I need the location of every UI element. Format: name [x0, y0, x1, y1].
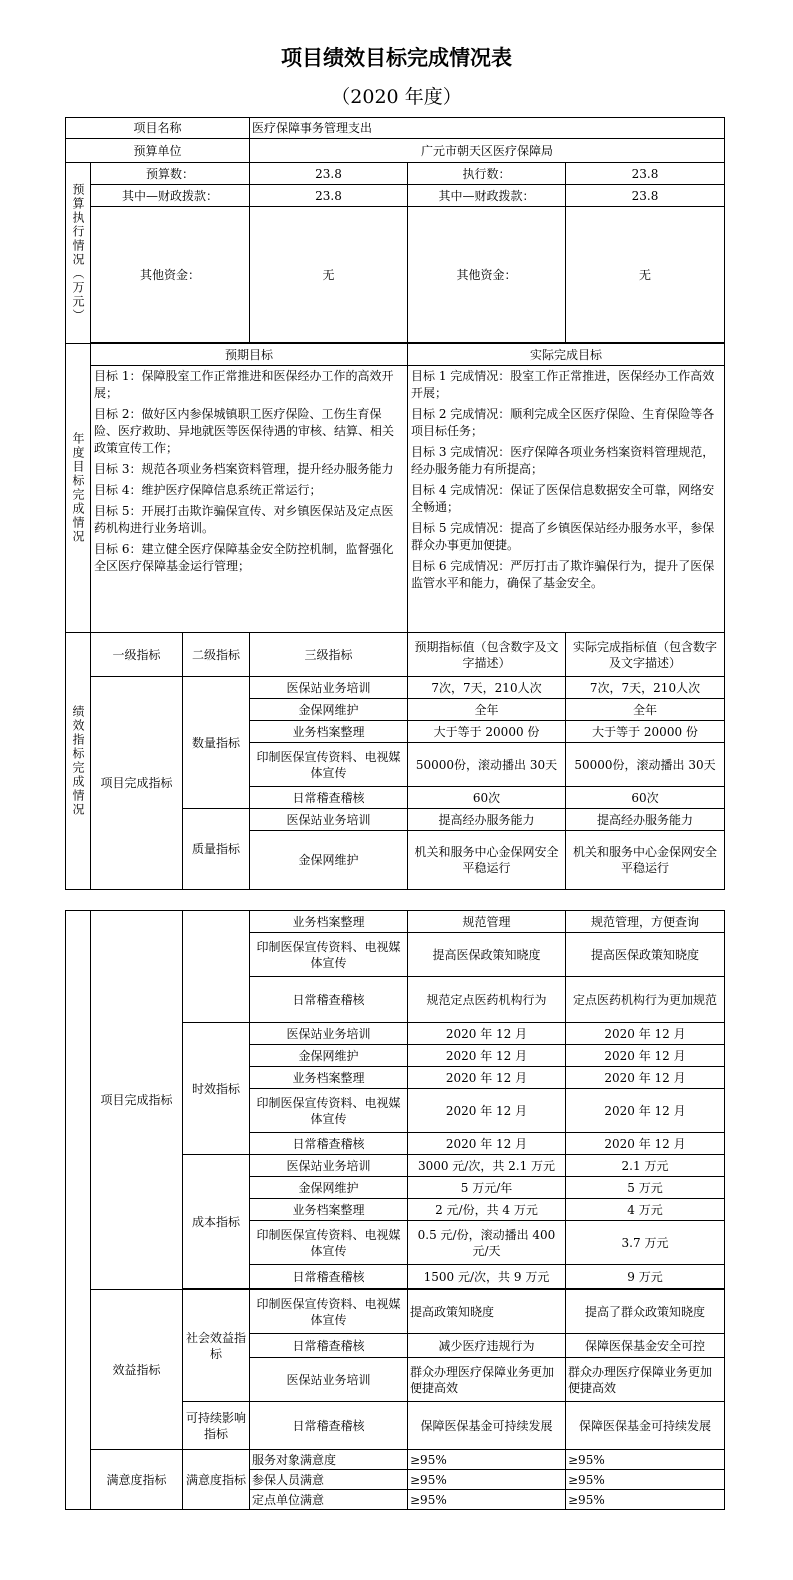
actual-value: 2020 年 12 月: [566, 1045, 725, 1067]
indicator-name: 医保站业务培训: [250, 1155, 408, 1177]
actual-value: 3.7 万元: [566, 1221, 725, 1265]
planned-value: 2020 年 12 月: [408, 1045, 566, 1067]
actual-goal-5: 目标 5 完成情况：提高了乡镇医保站经办服务水平，参保群众办事更加便捷。: [411, 521, 715, 552]
indicator-name: 日常稽查稽核: [250, 787, 408, 809]
planned-value: 减少医疗违规行为: [408, 1334, 566, 1358]
other-funds-value: 无: [250, 207, 408, 343]
planned-value: 2020 年 12 月: [408, 1089, 566, 1133]
fiscal-row: [66, 185, 725, 207]
planned-value: 2020 年 12 月: [408, 1067, 566, 1089]
indicator-name: 金保网维护: [250, 1177, 408, 1199]
budget-unit-value: 广元市朝天区医疗保障局: [250, 139, 725, 163]
indicator-name: 日常稽查稽核: [250, 977, 408, 1023]
planned-value: 大于等于 20000 份: [408, 721, 566, 743]
social-indicator-label: 社会效益指标: [183, 1290, 250, 1402]
planned-goal-3: 目标 3：规范各项业务档案资料管理，提升经办服务能力: [94, 462, 394, 476]
indicator-name: 定点单位满意: [250, 1490, 408, 1510]
actual-value: 群众办理医疗保障业务更加便捷高效: [566, 1358, 725, 1402]
actual-value: 保障医保基金可持续发展: [566, 1402, 725, 1450]
actual-value: 60次: [566, 787, 725, 809]
actual-value: ≥95%: [566, 1470, 725, 1490]
annual-section-text: 年度目标完成情况: [71, 432, 85, 544]
actual-value: ≥95%: [566, 1450, 725, 1470]
benefit-indicator-label: 效益指标: [91, 1290, 183, 1450]
planned-value: 1500 元/次，共 9 万元: [408, 1265, 566, 1289]
executed-label: 执行数：: [408, 163, 566, 185]
indicator-name: 印制医保宣传资料、电视媒体宣传: [250, 1290, 408, 1334]
actual-value: 2020 年 12 月: [566, 1089, 725, 1133]
budget-unit-label: 预算单位: [66, 139, 250, 163]
planned-goal-4: 目标 4：维护医疗保障信息系统正常运行；: [94, 483, 322, 497]
table-row: [66, 1450, 725, 1470]
planned-goal-2: 目标 2：做好区内参保城镇职工医疗保险、工伤生育保险、医疗救助、异地就医等医保待遇的审核、结算、相关政策宣传工作；: [94, 407, 395, 455]
actual-value: 50000份，滚动播出 30天: [566, 743, 725, 787]
performance-table-part-2: [65, 910, 725, 1510]
planned-value: 0.5 元/份，滚动播出 400 元/天: [408, 1221, 566, 1265]
actual-goal-2: 目标 2 完成情况：顺利完成全区医疗保险、生育保险等各项目标任务；: [411, 407, 715, 438]
budget-unit-row: [66, 139, 725, 163]
planned-value: ≥95%: [408, 1450, 566, 1470]
planned-value: 规范定点医药机构行为: [408, 977, 566, 1023]
annual-header-row: [66, 344, 725, 366]
indicator-name: 金保网维护: [250, 1045, 408, 1067]
level3-header: 三级指标: [250, 633, 408, 677]
perf-section-cont: [66, 911, 91, 1510]
indicator-name: 服务对象满意度: [250, 1450, 408, 1470]
indicator-name: 印制医保宣传资料、电视媒体宣传: [250, 1089, 408, 1133]
indicator-name: 业务档案整理: [250, 721, 408, 743]
actual-value: 保障医保基金安全可控: [566, 1334, 725, 1358]
actual-value: 规范管理，方便查询: [566, 911, 725, 933]
annual-goals-row: [66, 366, 725, 633]
actual-value: 2.1 万元: [566, 1155, 725, 1177]
planned-value: 全年: [408, 699, 566, 721]
planned-goal-6: 目标 6：建立健全医疗保障基金安全防控机制，监督强化全区医疗保障基金运行管理；: [94, 542, 394, 573]
actual-value: 大于等于 20000 份: [566, 721, 725, 743]
planned-value: ≥95%: [408, 1470, 566, 1490]
actual-value: 定点医药机构行为更加规范: [566, 977, 725, 1023]
indicator-name: 业务档案整理: [250, 1067, 408, 1089]
indicator-name: 医保站业务培训: [250, 1358, 408, 1402]
indicator-name: 参保人员满意: [250, 1470, 408, 1490]
perf-section-label: [66, 633, 91, 890]
planned-value: 提高政策知晓度: [408, 1290, 566, 1334]
table-row: [66, 911, 725, 933]
satisfaction-indicator-label: 满意度指标: [91, 1450, 183, 1510]
actual-value: 2020 年 12 月: [566, 1023, 725, 1045]
planned-value: 提高经办服务能力: [408, 809, 566, 831]
budget-section-label: [66, 163, 91, 344]
planned-value: 3000 元/次，共 2.1 万元: [408, 1155, 566, 1177]
actual-value: ≥95%: [566, 1490, 725, 1510]
budget-value: 23.8: [250, 163, 408, 185]
fiscal-value-2: 23.8: [566, 185, 725, 207]
actual-goals: [408, 366, 725, 633]
planned-goals-header: 预期目标: [91, 344, 408, 366]
page-subtitle: （2020 年度）: [331, 86, 462, 108]
planned-value: 群众办理医疗保障业务更加便捷高效: [408, 1358, 566, 1402]
actual-value: 9 万元: [566, 1265, 725, 1289]
project-name-value: 医疗保障事务管理支出: [250, 118, 725, 139]
annual-section-label: [66, 344, 91, 633]
other-funds-label-2: 其他资金：: [408, 207, 566, 343]
actual-value: 全年: [566, 699, 725, 721]
fiscal-label-2: 其中—财政拨款：: [408, 185, 566, 207]
planned-value: 2020 年 12 月: [408, 1023, 566, 1045]
project-indicator-label-2: 项目完成指标: [91, 911, 183, 1290]
planned-value: 保障医保基金可持续发展: [408, 1402, 566, 1450]
budget-row: [66, 163, 725, 185]
planned-goal-5: 目标 5：开展打击欺诈骗保宣传、对乡镇医保站及定点医药机构进行业务培训。: [94, 504, 394, 535]
indicator-name: 业务档案整理: [250, 911, 408, 933]
actual-value: 2020 年 12 月: [566, 1067, 725, 1089]
quantity-indicator-label: 数量指标: [183, 677, 250, 809]
cost-indicator-label: 成本指标: [183, 1155, 250, 1289]
actual-value: 4 万元: [566, 1199, 725, 1221]
indicator-name: 印制医保宣传资料、电视媒体宣传: [250, 933, 408, 977]
planned-value: 50000份，滚动播出 30天: [408, 743, 566, 787]
planned-value: 2020 年 12 月: [408, 1133, 566, 1155]
indicator-name: 业务档案整理: [250, 1199, 408, 1221]
actual-value-header: 实际完成指标值（包含数字及文字描述）: [566, 633, 725, 677]
indicator-name: 日常稽查稽核: [250, 1265, 408, 1289]
indicator-name: 日常稽查稽核: [250, 1334, 408, 1358]
indicator-name: 印制医保宣传资料、电视媒体宣传: [250, 743, 408, 787]
actual-value: 7次，7天，210人次: [566, 677, 725, 699]
performance-table-part-1: [65, 117, 725, 890]
quality-indicator-cont: [183, 911, 250, 1023]
table-row: [66, 1290, 725, 1334]
planned-value: 机关和服务中心金保网安全平稳运行: [408, 831, 566, 890]
actual-goal-3: 目标 3 完成情况：医疗保障各项业务档案资料管理规范，经办服务能力有所提高；: [411, 445, 715, 476]
planned-value: ≥95%: [408, 1490, 566, 1510]
satisfaction-sub-label: 满意度指标: [183, 1450, 250, 1510]
planned-value: 2 元/份，共 4 万元: [408, 1199, 566, 1221]
planned-value: 7次，7天，210人次: [408, 677, 566, 699]
indicator-name: 印制医保宣传资料、电视媒体宣传: [250, 1221, 408, 1265]
level1-header: 一级指标: [91, 633, 183, 677]
table-row: [66, 677, 725, 699]
planned-value: 规范管理: [408, 911, 566, 933]
project-name-row: [66, 118, 725, 139]
project-name-label: 项目名称: [66, 118, 250, 139]
other-funds-row: [66, 207, 725, 343]
quality-indicator-label: 质量指标: [183, 809, 250, 890]
perf-section-text: 绩效指标完成情况: [71, 705, 85, 817]
page-title: 项目绩效目标完成情况表: [281, 46, 512, 70]
indicator-name: 医保站业务培训: [250, 809, 408, 831]
actual-value: 提高医保政策知晓度: [566, 933, 725, 977]
indicator-name: 日常稽查稽核: [250, 1402, 408, 1450]
fiscal-value: 23.8: [250, 185, 408, 207]
other-funds-value-2: 无: [566, 207, 725, 343]
sustain-indicator-label: 可持续影响指标: [183, 1402, 250, 1450]
indicator-name: 医保站业务培训: [250, 1023, 408, 1045]
actual-goal-6: 目标 6 完成情况：严厉打击了欺诈骗保行为，提升了医保监管水平和能力，确保了基金安全。: [411, 559, 715, 590]
planned-value-header: 预期指标值（包含数字及文字描述）: [408, 633, 566, 677]
indicator-name: 日常稽查稽核: [250, 1133, 408, 1155]
actual-value: 机关和服务中心金保网安全平稳运行: [566, 831, 725, 890]
planned-value: 提高医保政策知晓度: [408, 933, 566, 977]
fiscal-label: 其中—财政拨款：: [91, 185, 250, 207]
actual-value: 提高了群众政策知晓度: [566, 1290, 725, 1334]
actual-value: 提高经办服务能力: [566, 809, 725, 831]
budget-section-text: 预算执行情况（万元）: [71, 183, 85, 323]
indicator-name: 金保网维护: [250, 831, 408, 890]
project-indicator-label: 项目完成指标: [91, 677, 183, 890]
timeliness-indicator-label: 时效指标: [183, 1023, 250, 1155]
planned-goal-1: 目标 1：保障股室工作正常推进和医保经办工作的高效开展；: [94, 369, 394, 400]
actual-value: 5 万元: [566, 1177, 725, 1199]
actual-value: 2020 年 12 月: [566, 1133, 725, 1155]
indicator-name: 医保站业务培训: [250, 677, 408, 699]
executed-value: 23.8: [566, 163, 725, 185]
other-funds-label: 其他资金：: [91, 207, 250, 343]
actual-goal-1: 目标 1 完成情况：股室工作正常推进，医保经办工作高效开展；: [411, 369, 715, 400]
planned-goals: [91, 366, 408, 633]
actual-goals-header: 实际完成目标: [408, 344, 725, 366]
indicator-name: 金保网维护: [250, 699, 408, 721]
perf-header-row: [66, 633, 725, 677]
budget-label: 预算数：: [91, 163, 250, 185]
planned-value: 60次: [408, 787, 566, 809]
level2-header: 二级指标: [183, 633, 250, 677]
actual-goal-4: 目标 4 完成情况：保证了医保信息数据安全可靠，网络安全畅通；: [411, 483, 715, 514]
planned-value: 5 万元/年: [408, 1177, 566, 1199]
